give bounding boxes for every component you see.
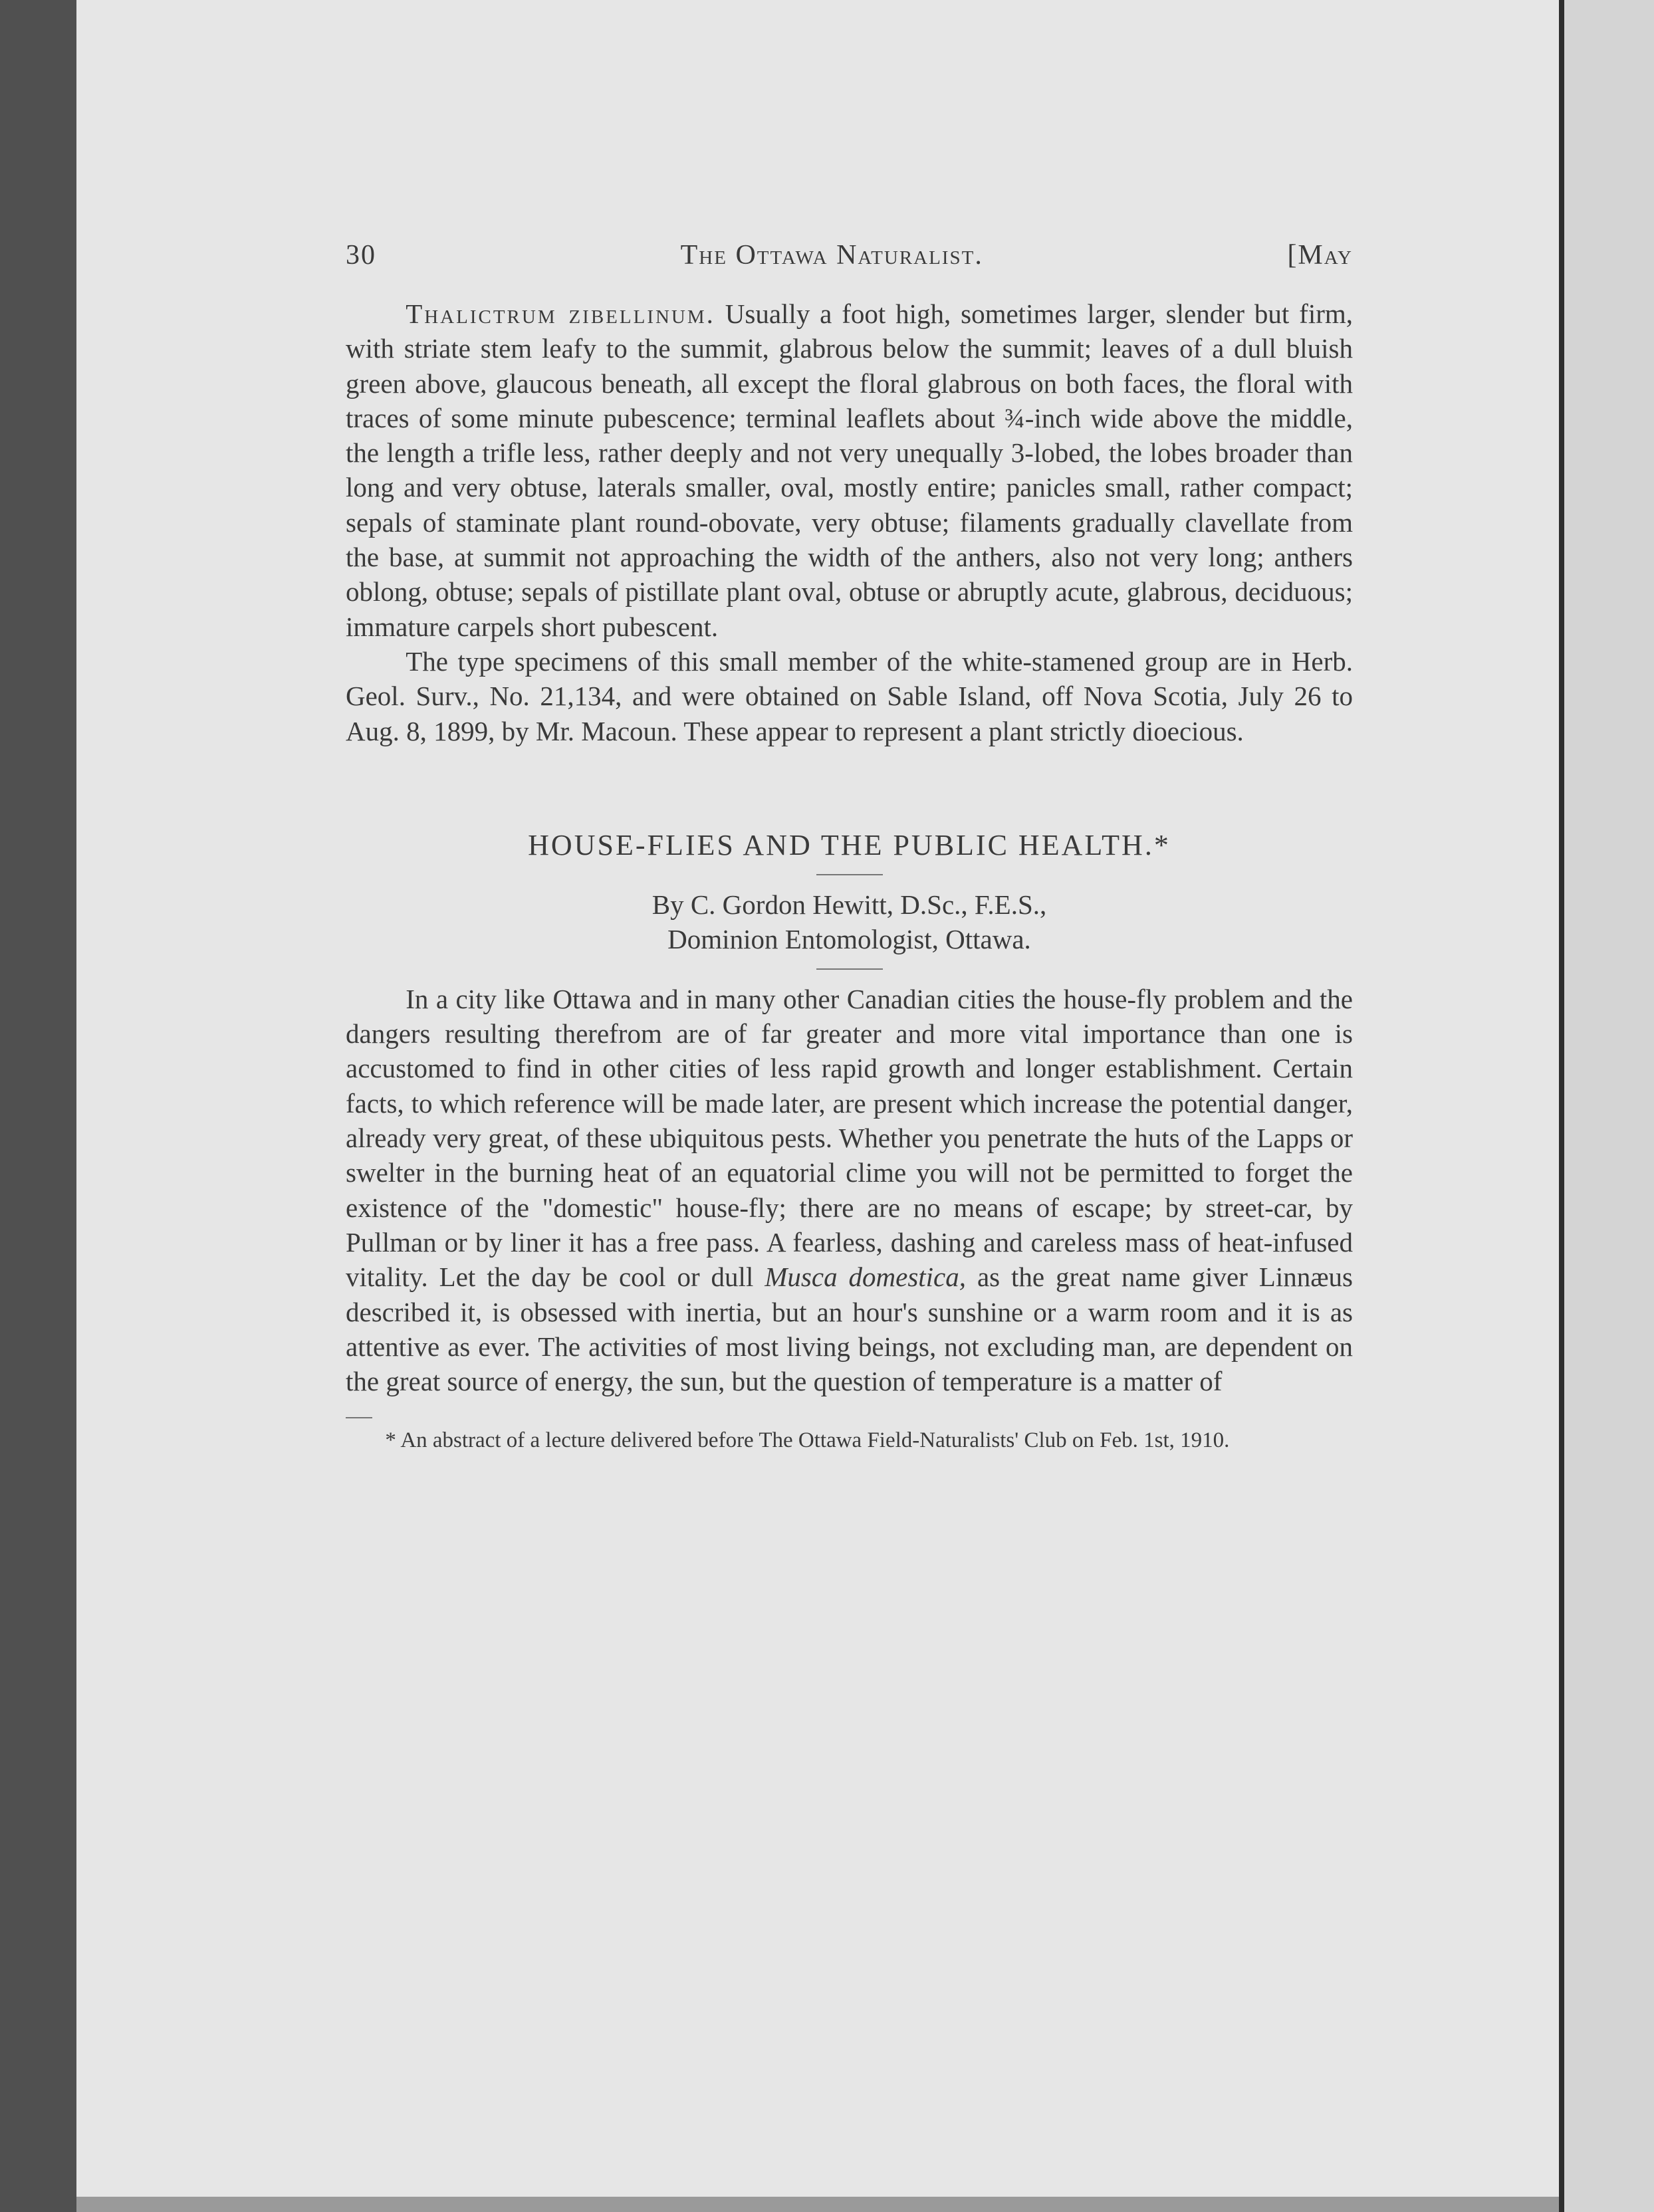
species-italic: Musca domestica, bbox=[765, 1262, 967, 1293]
article-body bbox=[346, 982, 1353, 1399]
page-number: 30 bbox=[346, 240, 376, 271]
footnote-rule bbox=[346, 1417, 372, 1418]
facing-page-margin bbox=[1564, 0, 1654, 2212]
article-body-part2: as the great name giver Linnæus described it, is obsessed with inertia, but an hour's sunshine or a warm room and it is as attentive as ever. The activities of most living beings, not excluding man, are dependent on the great source of energy, the sun, but the question of temperature is a matter of bbox=[346, 1262, 1354, 1397]
book-spine bbox=[0, 0, 76, 2212]
type-specimens-paragraph: The type specimens of this small member of the white-stamened group are in Herb. Geol. Surv., No. 21,134, and were obtained on Sable Island, off Nova Scotia, July 26 to Aug. 8, 1899, by Mr. Macoun. These appear to represent a plant strictly dioecious. bbox=[346, 645, 1353, 746]
issue-month: [May bbox=[1287, 240, 1353, 271]
species-description bbox=[346, 296, 1353, 644]
running-header bbox=[346, 239, 1353, 271]
author-affiliation: Dominion Entomologist, Ottawa. bbox=[667, 923, 1031, 954]
article-body-part1: In a city like Ottawa and in many other Canadian cities the house-fly problem and the dangers resulting therefrom are of far greater and more vital importance than one is accustomed to find in other cities of less rapid growth and longer establishment. Certain facts, to which reference will be made later, are present which increase the potential danger, already very great, of these ubiquitous pests. Whether you penetrate the huts of the Lapps or swelter in the burning heat of an equatorial clime you will not be permitted to forget the existence of the "domestic" house-fly; there are no means of escape; by street-car, by Pullman or by liner it has a free pass. A fearless, dashing and careless mass of heat-infused vitality. Let the day be cool or dull bbox=[346, 983, 1353, 1293]
journal-title: The Ottawa Naturalist. bbox=[680, 240, 983, 271]
article-title: HOUSE-FLIES AND THE PUBLIC HEALTH.* bbox=[528, 828, 1171, 861]
species-name: Thalictrum zibellinum. bbox=[406, 298, 715, 329]
byline bbox=[346, 887, 1353, 956]
page-edge bbox=[1559, 0, 1564, 2212]
title-rule bbox=[816, 874, 883, 875]
species-description-text: Usually a foot high, sometimes larger, slender but firm, with striate stem leafy to the summit, glabrous below the summit; leaves of a dull bluish green above, glaucous beneath, all except the floral glabrous on both faces, the floral with traces of some minute pubescence; terminal leaflets about ¾-inch wide above the middle, the length a trifle less, rather deeply and not very unequally 3-lobed, the lobes broader than long and very obtuse, laterals smaller, oval, mostly entire; panicles small, rather compact; sepals of staminate plant round-obovate, very obtuse; filaments gradually clavellate from the base, at summit not approaching the width of the anthers, also not very long; anthers oblong, obtuse; sepals of pistillate plant oval, obtuse or abruptly acute, glabrous, deciduous; immature carpels short pubescent. bbox=[346, 298, 1354, 642]
author-line: By C. Gordon Hewitt, D.Sc., F.E.S., bbox=[651, 889, 1047, 920]
page-content bbox=[346, 239, 1353, 1454]
footnote: * An abstract of a lecture delivered before The Ottawa Field-Naturalists' Club on Feb. 1st, 1910. bbox=[385, 1428, 1230, 1453]
page-bottom-edge bbox=[76, 2197, 1559, 2212]
byline-rule bbox=[816, 968, 883, 970]
